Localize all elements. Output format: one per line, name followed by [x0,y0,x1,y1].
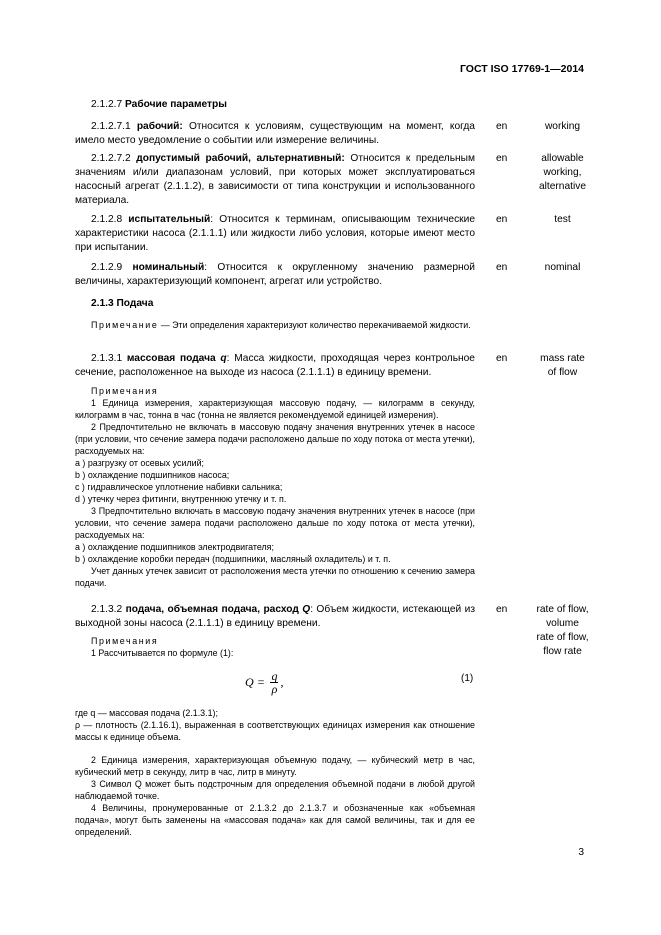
english-term: nominal [544,262,581,273]
term-definition: : Относится к терминам, описывающим технические характеристики насоса (2.1.1.1) или жидкости либо условия, которые имеют место при испытании. [75,214,475,253]
document-code: ГОСТ ISO 17769-1—2014 [459,63,584,75]
term-2-1-3-2 [75,603,475,631]
term-name: допустимый рабочий, альтернативный: [136,153,345,164]
where-item: ρ — плотность (2.1.16.1), выраженная в соответствующих единицах измерения как отношение массы к единице объема. [75,720,475,742]
note-item: c ) гидравлическое уплотнение набивки сальника; [75,482,283,492]
formula-equals: = [257,675,265,689]
term-name: массовая подача [126,353,216,364]
term-definition: : Объем жидкости, истекающей из выходной зоны насоса (2.1.1.1) в единицу времени. [75,604,475,629]
english-term-line: flow rate [543,646,582,657]
section-number: 2.1.2.7 [91,99,123,110]
term-number: 2.1.3.1 [91,353,123,364]
notes-2-1-3-2-head [75,635,475,659]
english-term-line: mass rate [540,353,585,364]
page-number: 3 [578,847,584,858]
term-2-1-2-8 [75,213,475,255]
english-term-line: of flow [547,367,578,378]
term-number: 2.1.2.9 [91,262,123,273]
formula-lhs: Q [245,675,254,689]
where-item: где q — массовая подача (2.1.3.1); [75,708,218,718]
english-term-line: alternative [538,181,586,192]
formula-where [75,707,475,743]
term-definition: Относится к предельным значениям и/или диапазонам условий, при которых может эксплуатироваться насосный агрегат (2.1.1.2), в зависимости от типа конструкции и использованного материала. [75,153,475,206]
formula-comma: , [280,675,284,689]
lang-code: en [496,153,508,164]
notes-label: Примечания [91,636,159,646]
note-item: 3 Предпочтительно включать в массовую подачу значения внутренних утечек в насосе (при условии, что сечение замера подачи расположено дальше по ходу потока от места утечки), расходуемых на: [75,506,475,540]
term-name: подача, объемная подача, расход [125,604,299,615]
formula-numerator: q [271,669,278,683]
formula-1 [245,670,283,695]
note-text: — Эти определения характеризуют количество перекачиваемой жидкости. [158,320,471,330]
lang-code: en [496,214,508,225]
term-definition: Относится к условиям, существующим на момент, когда имело место уведомление о событии или измерение величины. [75,121,475,146]
note-item: 3 Символ Q может быть подстрочным для определения объемной подачи в любой другой наблюдаемой точке. [75,779,475,801]
section-title: Рабочие параметры [125,99,227,110]
term-number: 2.1.3.2 [91,604,123,615]
lang-code: en [496,604,508,615]
note-item: d ) утечку через фитинги, внутреннюю утечку и т. п. [75,494,287,504]
english-term: working [544,121,581,132]
note-label: Примечание [91,320,159,330]
term-definition: : Относится к округленному значению размерной величины, характеризующий компонент, агрегат или устройство. [75,262,475,287]
english-term [520,152,605,194]
english-term [520,603,605,659]
term-name: испытательный [128,214,211,225]
note-item: 4 Величины, пронумерованные от 2.1.3.2 до 2.1.3.7 и обозначенные как «объемная подача», могут быть заменены на «массовая подача» как для самой величины, так и для ее определений. [75,803,475,837]
term-number: 2.1.2.7.1 [91,121,131,132]
notes-2-1-3-1 [75,385,475,589]
note-item: b ) охлаждение коробки передач (подшипники, масляный охладитель) и т. п. [75,554,391,564]
formula-denominator: ρ [271,682,278,696]
english-term-line: volume [546,618,579,629]
note-item: а ) охлаждение подшипников электродвигателя; [75,542,274,552]
note-item: 1 Единица измерения, характеризующая массовую подачу, — килограмм в секунду, килограмм в час, тонна в час (тонна не является рекомендуемой единицей измерения). [75,398,475,420]
section-title: 2.1.3 Подача [91,298,154,309]
note-item: 2 Единица измерения, характеризующая объемную подачу, — кубический метр в час, кубический метр в секунду, литр в час, литр в минуту. [75,755,475,777]
note-item: а ) разгрузку от осевых усилий; [75,458,204,468]
note-item: b ) охлаждение подшипников насоса; [75,470,230,480]
english-term-line: rate of flow, [536,632,589,643]
term-2-1-2-7-2 [75,152,475,208]
section-2-1-3-note [75,319,475,331]
formula-number: (1) [461,673,474,684]
english-term-line: working, [543,167,582,178]
term-name: номинальный [132,262,205,273]
term-2-1-3-1 [75,352,475,380]
note-item: 1 Рассчитывается по формуле (1): [91,648,234,658]
note-item: 2 Предпочтительно не включать в массовую подачу значения внутренних утечек в насосе (при условии, что сечение замера подачи расположено дальше по ходу потока от места утечки), расходуемых на: [75,422,475,456]
term-symbol: q [220,353,227,364]
section-2-1-2-7-heading [75,98,475,112]
section-2-1-3-heading [75,297,475,311]
lang-code: en [496,262,508,273]
term-2-1-2-7-1 [75,120,475,148]
english-term [520,352,605,380]
lang-code: en [496,353,508,364]
notes-2-1-3-2-more [75,754,475,838]
term-definition: : Масса жидкости, проходящая через контрольное сечение, расположенное на выходе из насоса (2.1.1.1) в единицу времени. [75,353,475,378]
formula-fraction [270,670,278,695]
term-symbol: Q [302,604,311,615]
notes-label: Примечания [91,386,159,396]
term-2-1-2-9 [75,261,475,289]
term-name: рабочий: [136,121,183,132]
note-item: Учет данных утечек зависит от расположения места утечки по отношению к сечению замера подачи. [75,566,475,588]
english-term-line: rate of flow, [536,604,589,615]
lang-code: en [496,121,508,132]
term-number: 2.1.2.8 [91,214,123,225]
english-term: test [554,214,571,225]
english-term-line: allowable [541,153,584,164]
term-number: 2.1.2.7.2 [91,153,131,164]
